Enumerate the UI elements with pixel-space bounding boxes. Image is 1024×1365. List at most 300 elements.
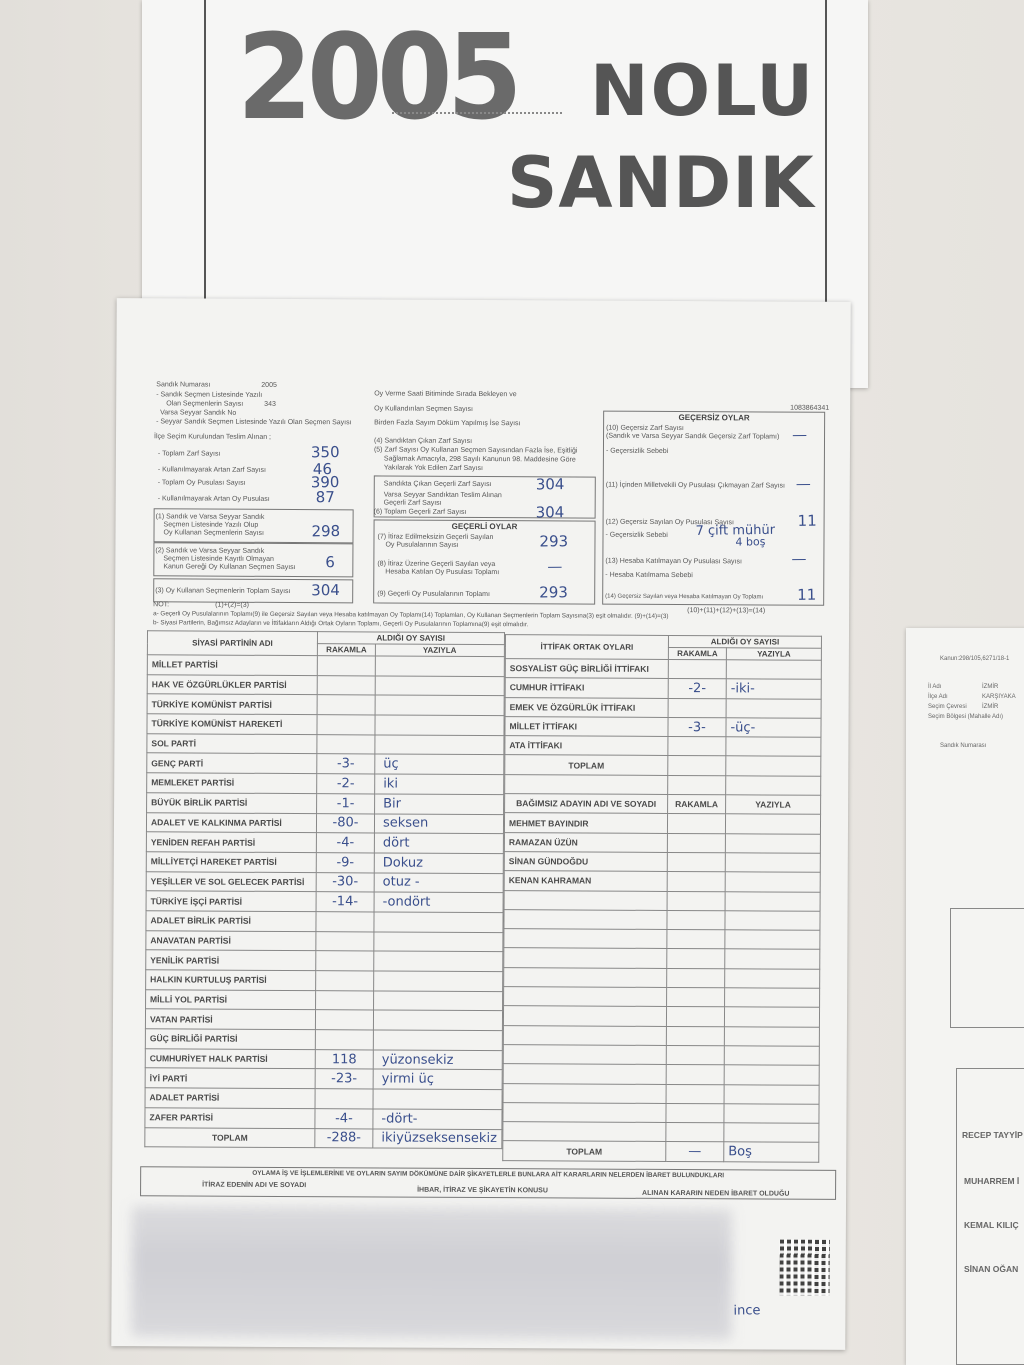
party-row [146, 950, 503, 972]
party-votes-text [375, 676, 504, 696]
empty-cell [667, 910, 725, 930]
empty-row [503, 1025, 819, 1046]
party-votes-num: -1- [317, 793, 375, 813]
empty-cell [503, 1045, 666, 1065]
party-votes-text [375, 656, 504, 676]
party-name: MEMLEKET PARTİSİ [147, 773, 317, 794]
right-box [950, 908, 1024, 1028]
mid-7b: Oy Pusulalarının Sayısı [385, 541, 459, 549]
alliance-num-header: RAKAMLA [668, 647, 726, 659]
zarf-label: - Toplam Zarf Sayısı [157, 450, 221, 458]
party-name: TÜRKİYE KOMÜNİST PARTİSİ [147, 694, 317, 715]
b3-hw: 304 [311, 581, 340, 600]
empty-row [503, 1122, 819, 1143]
empty-cell [666, 1026, 724, 1046]
r10b: (Sandık ve Varsa Seyyar Sandık Geçersiz Zarf Toplamı) [606, 432, 780, 441]
empty-cell [666, 1007, 724, 1027]
party-votes-num: -30- [316, 872, 374, 892]
alliance-name: ATA İTTİFAKI [505, 736, 668, 756]
alliance-name-header: İTTİFAK ORTAK OYLARI [505, 635, 668, 660]
party-votes-num [315, 1089, 373, 1109]
mid-6b: Varsa Seyyar Sandıktan Teslim Alınan [383, 491, 502, 500]
party-votes-header: ALDIĞI OY SAYISI [317, 632, 504, 645]
seyyar-secmen-label: - Seyyar Sandık Seçmen Listesinde Yazılı Olan Seçmen Sayısı [156, 418, 352, 427]
party-name: VATAN PARTİSİ [145, 1009, 315, 1030]
sandik-no-label: Sandık Numarası [156, 381, 211, 389]
empty-row [504, 909, 820, 930]
secmen-label2: Olan Seçmenlerin Sayısı [166, 400, 244, 408]
candidate-row [504, 871, 820, 892]
party-name: ADALET BİRLİK PARTİSİ [146, 911, 316, 932]
party-votes-num [316, 971, 374, 991]
r13: (13) Hesaba Katılmayan Oy Pusulası Sayısı [605, 557, 742, 566]
party-votes-num [317, 675, 375, 695]
candidate-row [504, 813, 820, 834]
candidate-votes-text [725, 833, 820, 853]
empty-cell [666, 1045, 724, 1065]
r12: (12) Geçersiz Sayılan Oy Pusulası Sayısı [605, 518, 734, 527]
party-votes-text [374, 932, 503, 952]
party-row [147, 655, 504, 677]
party-name: ZAFER PARTİSİ [145, 1108, 315, 1129]
alliance-votes-text [726, 756, 821, 776]
party-name: TOPLAM [145, 1127, 315, 1148]
party-row [147, 773, 504, 795]
mid-8a: (8) İtiraz Üzerine Geçerli Sayılan veya [377, 560, 496, 569]
mid-2: Oy Kullandırılan Seçmen Sayısı [374, 405, 474, 413]
b1-hw: 298 [311, 522, 341, 541]
signature-hw: ince [733, 1303, 761, 1319]
r11-hw: — [795, 474, 811, 493]
party-row [146, 812, 503, 834]
right-il: İZMİR [982, 684, 999, 690]
empty-cell [504, 890, 667, 910]
party-votes-num: -23- [315, 1069, 373, 1089]
party-votes-text: Bir [375, 794, 504, 814]
right-cevre-label: Seçim Çevresi [928, 704, 967, 710]
party-votes-text [373, 1030, 502, 1050]
alliance-votes-text: -üç- [726, 718, 821, 738]
right-candidate-3: KEMAL KILIÇ [964, 1220, 1019, 1230]
party-votes-num [315, 1030, 373, 1050]
mid-4: (4) Sandıktan Çıkan Zarf Sayısı [373, 437, 473, 445]
party-votes-text: seksen [374, 813, 503, 833]
zarf-hw: 350 [310, 443, 340, 462]
party-votes-num: -80- [316, 813, 374, 833]
party-votes-text: Dokuz [374, 853, 503, 873]
party-votes-num [316, 931, 374, 951]
alliance-total-text: Boş [724, 1142, 819, 1162]
r14-hw: 11 [797, 585, 817, 604]
candidate-votes-text [725, 853, 820, 873]
party-name-header: SİYASİ PARTİNİN ADI [147, 631, 317, 656]
empty-cell [504, 967, 667, 987]
party-row [146, 852, 503, 874]
empty-cell [503, 1006, 666, 1026]
mid-5c: Yakılarak Yok Edilen Zarf Sayısı [383, 464, 483, 473]
party-votes-num [315, 1010, 373, 1030]
empty-row [503, 1102, 819, 1123]
empty-cell [724, 1007, 819, 1027]
alliance-name: EMEK VE ÖZGÜRLÜK İTTİFAKI [505, 697, 668, 717]
party-row [145, 1127, 502, 1149]
complaints-col2: İHBAR, İTİRAZ VE ŞİKAYETİN KONUSU [417, 1186, 548, 1195]
party-votes-num [317, 715, 375, 735]
party-row [145, 1029, 502, 1051]
mid-6d: (6) Toplam Geçerli Zarf Sayısı [373, 508, 467, 516]
r12-hw: 11 [797, 511, 817, 530]
mid-1: Oy Verme Saati Bitiminde Sırada Bekleyen ve [374, 390, 517, 399]
empty-row [504, 987, 820, 1008]
empty-cell [724, 1123, 819, 1143]
party-votes-num: -3- [317, 754, 375, 774]
party-name: YENİDEN REFAH PARTİSİ [146, 832, 316, 853]
party-votes-num: -4- [315, 1108, 373, 1128]
party-votes-num [317, 656, 375, 676]
party-row [146, 930, 503, 952]
party-votes-text [374, 951, 503, 971]
alliance-votes-table [502, 634, 822, 1162]
candidate-votes-text [725, 814, 820, 834]
alliance-votes-header: ALDIĞI OY SAYISI [668, 635, 821, 648]
empty-cell [504, 909, 667, 929]
r13b: - Hesaba Katılmama Sebebi [605, 571, 693, 580]
party-votes-num: -9- [316, 853, 374, 873]
party-votes-text: dört [374, 833, 503, 853]
empty-cell [503, 1083, 666, 1103]
candidate-votes-num [667, 852, 725, 872]
mid-6c: Geçerli Zarf Sayısı [383, 499, 442, 507]
alliance-votes-num [668, 659, 726, 679]
party-name: CUMHURİYET HALK PARTİSİ [145, 1048, 315, 1069]
sign-number: 2005 [237, 8, 518, 146]
alliance-text-header: YAZIYLA [726, 648, 821, 660]
kullanilmayan-zarf-hw: 46 [312, 460, 333, 479]
party-name: YENİLİK PARTİSİ [146, 950, 316, 971]
party-row [146, 891, 503, 913]
party-votes-text [373, 1010, 502, 1030]
party-row [147, 733, 504, 755]
empty-cell [725, 891, 820, 911]
r10-hw: — [791, 425, 808, 444]
party-votes-text: -ondört [374, 892, 503, 912]
party-row [146, 911, 503, 933]
party-votes-text: otuz - [374, 873, 503, 893]
empty-cell [666, 1084, 724, 1104]
empty-cell [725, 911, 820, 931]
party-votes-text [374, 971, 503, 991]
alliance-votes-num: -3- [668, 717, 726, 737]
party-name: MİLLET PARTİSİ [147, 655, 317, 676]
empty-cell [724, 1026, 819, 1046]
r12b: - Geçersizlik Sebebi [605, 531, 668, 539]
complaints-col3: ALINAN KARARIN NEDEN İBARET OLDUĞU [642, 1189, 790, 1198]
party-name: HAK VE ÖZGÜRLÜKLER PARTİSİ [147, 674, 317, 695]
alliance-votes-num [668, 737, 726, 757]
r10a: (10) Geçersiz Zarf Sayısı [606, 424, 684, 433]
alliance-name: MİLLET İTTİFAKI [505, 717, 668, 737]
empty-row [503, 1083, 819, 1104]
empty-cell [667, 949, 725, 969]
party-votes-num [317, 695, 375, 715]
mid-7-hw: 293 [539, 532, 569, 551]
tally-form [111, 298, 850, 1350]
mid-6a-hw: 304 [535, 475, 565, 494]
mid-6a: Sandıkta Çıkan Geçerli Zarf Sayısı [383, 480, 492, 489]
mid-5b: Sağlamak Amacıyla, 298 Sayılı Kanunun 98. Maddesine Göre [383, 455, 576, 464]
party-votes-num: 118 [315, 1049, 373, 1069]
party-votes-text [375, 715, 504, 735]
r10c: - Geçersizlik Sebebi [605, 447, 669, 455]
empty-row [504, 929, 820, 950]
empty-cell [725, 949, 820, 969]
right-ilce: KARŞIYAKA [982, 694, 1016, 700]
party-name: SOL PARTİ [147, 733, 317, 754]
party-votes-num [316, 951, 374, 971]
r12c-hw: 4 boş [735, 535, 766, 549]
party-row [145, 1068, 502, 1090]
candidate-votes-text [725, 872, 820, 892]
party-votes-text: yüzonsekiz [373, 1050, 502, 1070]
right-candidate-2: MUHARREM İ [964, 1176, 1020, 1186]
mid-6d-hw: 304 [535, 503, 565, 522]
party-row [146, 970, 503, 992]
alliance-votes-text: -iki- [726, 679, 821, 699]
candidate-row [504, 852, 820, 873]
right-candidates-box [956, 1068, 1024, 1365]
party-votes-text [375, 735, 504, 755]
mid-8-hw: — [547, 557, 563, 576]
right-candidate-1: RECEP TAYYİP [962, 1130, 1023, 1140]
candidate-name: MEHMET BAYINDIR [504, 813, 667, 833]
alliance-row [505, 697, 821, 718]
r13-hw: — [791, 549, 807, 568]
empty-cell [666, 1065, 724, 1085]
b3-label: (3) Oy Kullanan Seçmenlerin Toplam Sayısı [155, 587, 291, 595]
candidate-votes-num [667, 814, 725, 834]
alliance-votes-num: -2- [668, 679, 726, 699]
party-name: MİLLİ YOL PARTİSİ [146, 989, 316, 1010]
party-name: MİLLİYETÇİ HAREKET PARTİSİ [146, 852, 316, 873]
gecerli-title: GEÇERLİ OYLAR [451, 521, 518, 532]
indep-text-header: YAZIYLA [726, 795, 821, 815]
candidate-name: SİNAN GÜNDOĞDU [504, 852, 667, 872]
empty-row [503, 1006, 819, 1027]
alliance-votes-text [726, 660, 821, 680]
right-candidate-4: SİNAN OĞAN [964, 1264, 1019, 1274]
candidate-row [504, 832, 820, 853]
right-il-label: İl Adı [928, 684, 942, 690]
party-row [146, 871, 503, 893]
indep-num-header: RAKAMLA [668, 795, 726, 815]
party-votes-text [374, 912, 503, 932]
party-row [145, 1048, 502, 1070]
note-title: NOT: [153, 601, 170, 609]
empty-cell [724, 1104, 819, 1124]
ilce-label: İlçe Seçim Kurulundan Teslim Alınan ; [154, 433, 272, 441]
party-votes-text [373, 1089, 502, 1109]
right-bolge-label: Seçim Bölgesi (Mahalle Adı) [928, 714, 1004, 720]
alliance-row [505, 678, 821, 699]
right-ilce-label: İlçe Adı [928, 694, 948, 700]
serial-number: 1083864341 [790, 404, 830, 412]
empty-row [504, 890, 820, 911]
right-cevre: İZMİR [982, 704, 999, 710]
complaints-col1: İTİRAZ EDENİN ADI VE SOYADI [202, 1181, 307, 1190]
party-row [147, 694, 504, 716]
party-text-header: YAZIYLA [375, 644, 504, 657]
alliance-spacer-row [505, 774, 821, 795]
mid-7a: (7) İtiraz Edilmeksizin Geçerli Sayılan [377, 533, 494, 542]
party-name: TÜRKİYE İŞÇİ PARTİSİ [146, 891, 316, 912]
candidate-name: RAMAZAN ÜZÜN [504, 832, 667, 852]
empty-cell [504, 929, 667, 949]
empty-row [504, 948, 820, 969]
empty-cell [666, 1123, 724, 1143]
note-b: b- Siyasi Partilerin, Bağımsız Adayların ve İttifakların Aldığı Ortak Oyların Toplamı, Geçerli Oy Pusulalarının Toplamına(9) eşit olmalıdır. [153, 619, 529, 629]
alliance-votes-text [726, 737, 821, 757]
empty-cell [504, 987, 667, 1007]
party-votes-num: -288- [315, 1128, 373, 1148]
r12b-hw: 7 çift mühür [695, 522, 776, 539]
party-name: GÜÇ BİRLİĞİ PARTİSİ [145, 1029, 315, 1050]
party-votes-text [374, 991, 503, 1011]
empty-cell [726, 776, 821, 796]
empty-cell [667, 891, 725, 911]
party-row [145, 1108, 502, 1130]
seyyar-label: Varsa Seyyar Sandık No [160, 409, 237, 417]
empty-cell [724, 1084, 819, 1104]
mid-9: (9) Geçerli Oy Pusulalarının Toplamı [377, 590, 490, 599]
right-form [906, 628, 1024, 1365]
mid-5a: (5) Zarf Sayısı Oy Kullanan Seçmen Sayısından Fazla İse, Eşitliği [373, 446, 578, 455]
empty-cell [503, 1102, 666, 1122]
mid-9-hw: 293 [539, 583, 568, 602]
complaints-title: OYLAMA İŞ VE İŞLEMLERİNE VE OYLARIN SAYIM DÖKÜMÜNE DAİR ŞİKAYETLERLE BUNLARA AİT KARARLARIN NELERDEN İBARET BULUNDUKLARI [252, 1169, 725, 1180]
sign-nolu: NOLU [590, 50, 816, 132]
party-votes-text: -dört- [373, 1109, 502, 1129]
party-row [146, 989, 503, 1011]
party-votes-num [317, 734, 375, 754]
formula1: (1)+(2)=(3) [215, 601, 250, 609]
empty-cell [505, 774, 668, 794]
party-name: HALKIN KURTULUŞ PARTİSİ [146, 970, 316, 991]
empty-cell [724, 1065, 819, 1085]
sign-dotted-line [392, 112, 562, 114]
party-name: GENÇ PARTİ [147, 753, 317, 774]
b2-hw: 6 [325, 553, 336, 572]
candidate-name: KENAN KAHRAMAN [504, 871, 667, 891]
party-votes-num [316, 912, 374, 932]
party-name: BÜYÜK BİRLİK PARTİSİ [147, 793, 317, 814]
alliance-name: CUMHUR İTTİFAKI [505, 678, 668, 698]
candidate-votes-num [667, 833, 725, 853]
empty-cell [503, 1025, 666, 1045]
indep-title: BAĞIMSIZ ADAYIN ADI VE SOYADI [505, 794, 668, 814]
alliance-name: TOPLAM [505, 755, 668, 775]
b2-label1: (2) Sandık ve Varsa Seyyar Sandık [155, 547, 265, 555]
party-votes-num: -2- [317, 774, 375, 794]
empty-cell [725, 988, 820, 1008]
alliance-votes-num [668, 698, 726, 718]
party-votes-text: ikiyüzseksensekiz [373, 1128, 502, 1148]
party-name: ADALET VE KALKINMA PARTİSİ [146, 812, 316, 833]
party-votes-text: iki [375, 774, 504, 794]
party-row [145, 1088, 502, 1110]
empty-cell [503, 1122, 666, 1142]
party-votes-text: yirmi üç [373, 1069, 502, 1089]
b1-label3: Oy Kullanan Seçmenlerin Sayısı [163, 529, 264, 537]
party-votes-text: üç [375, 754, 504, 774]
party-votes-table [144, 630, 504, 1149]
alliance-name: SOSYALİST GÜÇ BİRLİĞİ İTTİFAKI [505, 659, 668, 679]
pusula-label: - Toplam Oy Pusulası Sayısı [157, 479, 246, 487]
party-votes-num [316, 990, 374, 1010]
empty-cell [667, 968, 725, 988]
r14: (14) Geçersiz Sayılan veya Hesaba Katılmayan Oy Toplamı [605, 593, 764, 601]
party-row [147, 753, 504, 775]
empty-cell [725, 930, 820, 950]
alliance-row [505, 659, 821, 680]
b2-label3: Kanun Gereği Oy Kullanan Seçmen Sayısı [163, 563, 296, 572]
mid-8b: Hesaba Katılan Oy Pusulası Toplamı [385, 568, 500, 577]
party-row [145, 1009, 502, 1031]
r11: (11) İçinden Milletvekili Oy Pusulası Çıkmayan Zarf Sayısı [605, 481, 786, 490]
mid-3: Birden Fazla Sayım Döküm Yapılmış İse Sayısı [374, 419, 521, 428]
alliance-row [505, 755, 821, 776]
alliance-votes-text [726, 698, 821, 718]
empty-cell [667, 930, 725, 950]
party-votes-text [375, 695, 504, 715]
formula2: (10)+(11)+(12)+(13)=(14) [687, 607, 766, 615]
b1-label1: (1) Sandık ve Varsa Seyyar Sandık [155, 513, 265, 521]
party-row [146, 832, 503, 854]
party-row [147, 714, 504, 736]
note-a: a- Geçerli Oy Pusulalarının Toplamı(9) ile Geçersiz Sayılan veya Hesaba katılmayan Oy Toplamı(14) Toplamları, Oy Kullanan Seçmenlerin Toplam Sayısına(3) eşit olmalıdır. (9)+(14)=(3) [153, 610, 669, 620]
candidate-votes-num [667, 872, 725, 892]
party-name: YEŞİLLER VE SOL GELECEK PARTİSİ [146, 871, 316, 892]
right-kanun: Kanun:298/105,6271/18-1 [940, 656, 1010, 662]
empty-row [504, 967, 820, 988]
party-votes-num: -14- [316, 892, 374, 912]
pusula-hw: 390 [310, 473, 340, 492]
alliance-votes-num [668, 756, 726, 776]
party-row [147, 674, 504, 696]
b2-label2: Seçmen Listesinde Kayıtlı Olmayan [163, 555, 274, 563]
qr-code-icon [780, 1240, 830, 1296]
party-name: ADALET PARTİSİ [145, 1088, 315, 1109]
party-name: ANAVATAN PARTİSİ [146, 930, 316, 951]
alliance-total-label: TOPLAM [503, 1141, 666, 1161]
gecersiz-title: GEÇERSİZ OYLAR [678, 413, 750, 423]
empty-cell [503, 1064, 666, 1084]
alliance-row [505, 736, 821, 757]
right-sandik-label: Sandık Numarası [940, 743, 987, 749]
secmen-label1: - Sandık Seçmen Listesinde Yazılı [156, 391, 263, 399]
party-num-header: RAKAMLA [317, 644, 375, 656]
empty-row [503, 1045, 819, 1066]
party-name: İYİ PARTİ [145, 1068, 315, 1089]
party-row [147, 793, 504, 815]
b1-label2: Seçmen Listesinde Yazılı Olup [163, 521, 259, 529]
alliance-row [505, 717, 821, 738]
empty-cell [725, 969, 820, 989]
sandik-no: 2005 [261, 381, 277, 389]
party-name: TÜRKİYE KOMÜNİST HAREKETİ [147, 714, 317, 735]
party-votes-num: -4- [316, 833, 374, 853]
empty-row [503, 1064, 819, 1085]
empty-cell [504, 948, 667, 968]
